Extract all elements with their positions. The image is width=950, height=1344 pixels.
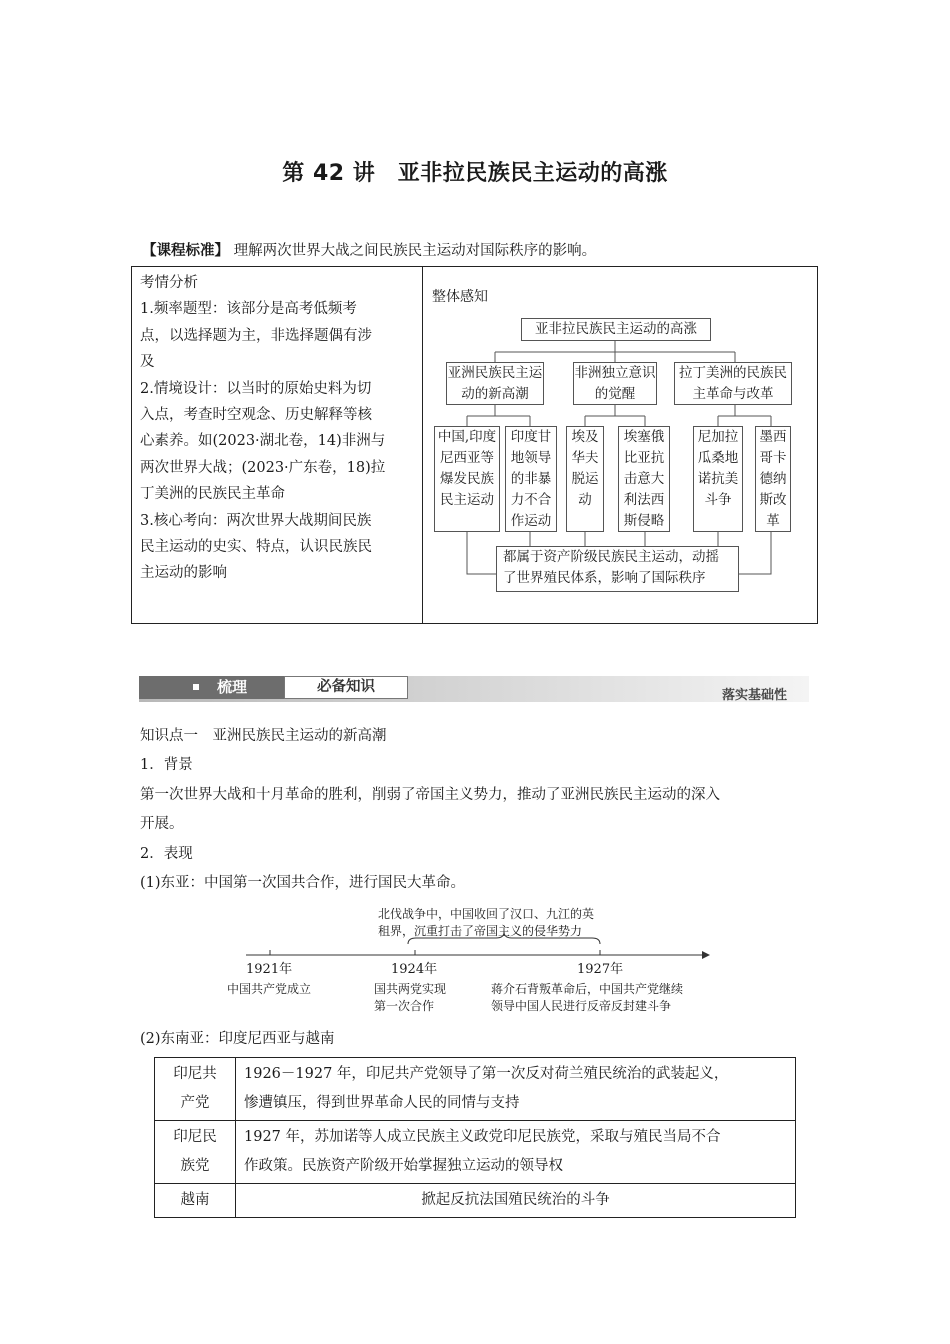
timeline-event: 第一次合作 xyxy=(374,999,435,1013)
analysis-line: 及 xyxy=(140,354,155,371)
timeline-event: 国共两党实现 xyxy=(374,982,447,996)
table-row xyxy=(155,1121,796,1184)
mindmap-asia: 亚洲民族民主运动的新高潮 xyxy=(446,362,544,405)
southeast-asia-text: (2)东南亚：印度尼西亚与越南 xyxy=(140,1031,335,1047)
analysis-heading: 考情分析 xyxy=(140,275,198,291)
section-tag-sort-label: 梳理 xyxy=(217,678,248,696)
mindmap-latin-america: 拉丁美洲的民族民主革命与改革 xyxy=(674,362,792,405)
mindmap-africa: 非洲独立意识的觉醒 xyxy=(573,362,657,405)
table-cell-key: 印尼共 产党 xyxy=(155,1058,236,1121)
analysis-line: 3.核心考向：两次世界大战期间民族 xyxy=(140,512,372,529)
course-standard-text: 理解两次世界大战之间民族民主运动对国际秩序的影响。 xyxy=(233,243,597,259)
analysis-line: 1.频率题型：该部分是高考低频考 xyxy=(140,301,357,318)
southeast-asia-table xyxy=(154,1057,796,1218)
timeline-note: 北伐战争中，中国收回了汉口、九江的英 xyxy=(378,907,595,921)
mindmap-leaf: 墨西哥卡德纳斯改革 xyxy=(755,426,791,532)
table-cell-value: 掀起反抗法国殖民统治的斗争 xyxy=(236,1184,796,1218)
table-cell-key: 印尼民 族党 xyxy=(155,1121,236,1184)
performance-heading: 2．表现 xyxy=(140,846,193,862)
table-cell-key: 越南 xyxy=(155,1184,236,1218)
mindmap-leaf: 埃塞俄比亚抗击意大利法西斯侵略 xyxy=(618,426,670,532)
analysis-line: 入点，考查时空观念、历史解释等核 xyxy=(140,407,372,424)
analysis-line: 两次世界大战；(2023·广东卷，18)拉 xyxy=(140,459,386,476)
analysis-line: 丁美洲的民族民主革命 xyxy=(140,486,285,503)
mindmap-leaf: 印度甘地领导的非暴力不合作运动 xyxy=(505,426,557,532)
mindmap-summary: 都属于资产阶级民族民主运动，动摇了世界殖民体系，影响了国际秩序 xyxy=(496,546,739,592)
timeline-year: 1924年 xyxy=(391,962,438,977)
table-row xyxy=(155,1184,796,1218)
mindmap-root: 亚非拉民族民主运动的高涨 xyxy=(521,318,711,341)
east-asia-text: (1)东亚：中国第一次国共合作，进行国民大革命。 xyxy=(140,875,466,891)
timeline-year: 1927年 xyxy=(577,962,624,977)
course-standard-label: 【课程标准】 xyxy=(142,243,229,259)
timeline-event: 领导中国人民进行反帝反封建斗争 xyxy=(491,999,672,1013)
table-cell-value: 1927 年，苏加诺等人成立民族主义政党印尼民族党，采取与殖民当局不合 作政策。民族资产阶级开始掌握独立运动的领导权 xyxy=(236,1121,796,1184)
mindmap-leaf: 埃及华夫脱运动 xyxy=(566,426,604,532)
background-text: 第一次世界大战和十月革命的胜利，削弱了帝国主义势力，推动了亚洲民族民主运动的深入 xyxy=(140,787,720,803)
section-tag-knowledge: 必备知识 xyxy=(284,676,408,699)
mindmap-leaf: 中国,印度尼西亚等爆发民族民主运动 xyxy=(434,426,500,532)
timeline-event: 中国共产党成立 xyxy=(227,982,312,996)
knowledge-point-title: 知识点一 亚洲民族民主运动的新高潮 xyxy=(140,728,387,744)
page-title: 第 42 讲 亚非拉民族民主运动的高涨 xyxy=(282,161,668,186)
analysis-line: 主运动的影响 xyxy=(140,565,227,582)
table-cell-value: 1926－1927 年，印尼共产党领导了第一次反对荷兰殖民统治的武装起义， 惨遭镇压，得到世界革命人民的同情与支持 xyxy=(236,1058,796,1121)
section-right-label: 落实基础性 xyxy=(722,688,788,703)
analysis-line: 点，以选择题为主，非选择题偶有涉 xyxy=(140,327,372,344)
background-heading: 1．背景 xyxy=(140,757,193,773)
mindmap-leaf: 尼加拉瓜桑地诺抗美斗争 xyxy=(693,426,743,532)
analysis-line: 民主运动的史实、特点，认识民族民 xyxy=(140,539,372,556)
timeline-year: 1921年 xyxy=(246,962,293,977)
overview-heading: 整体感知 xyxy=(432,289,488,305)
analysis-line: 心素养。如(2023·湖北卷，14)非洲与 xyxy=(140,433,386,450)
background-text: 开展。 xyxy=(140,816,184,832)
timeline-event: 蒋介石背叛革命后，中国共产党继续 xyxy=(491,982,684,996)
analysis-line: 2.情境设计：以当时的原始史料为切 xyxy=(140,380,372,397)
timeline-note: 租界，沉重打击了帝国主义的侵华势力 xyxy=(378,924,583,938)
table-row xyxy=(155,1058,796,1121)
